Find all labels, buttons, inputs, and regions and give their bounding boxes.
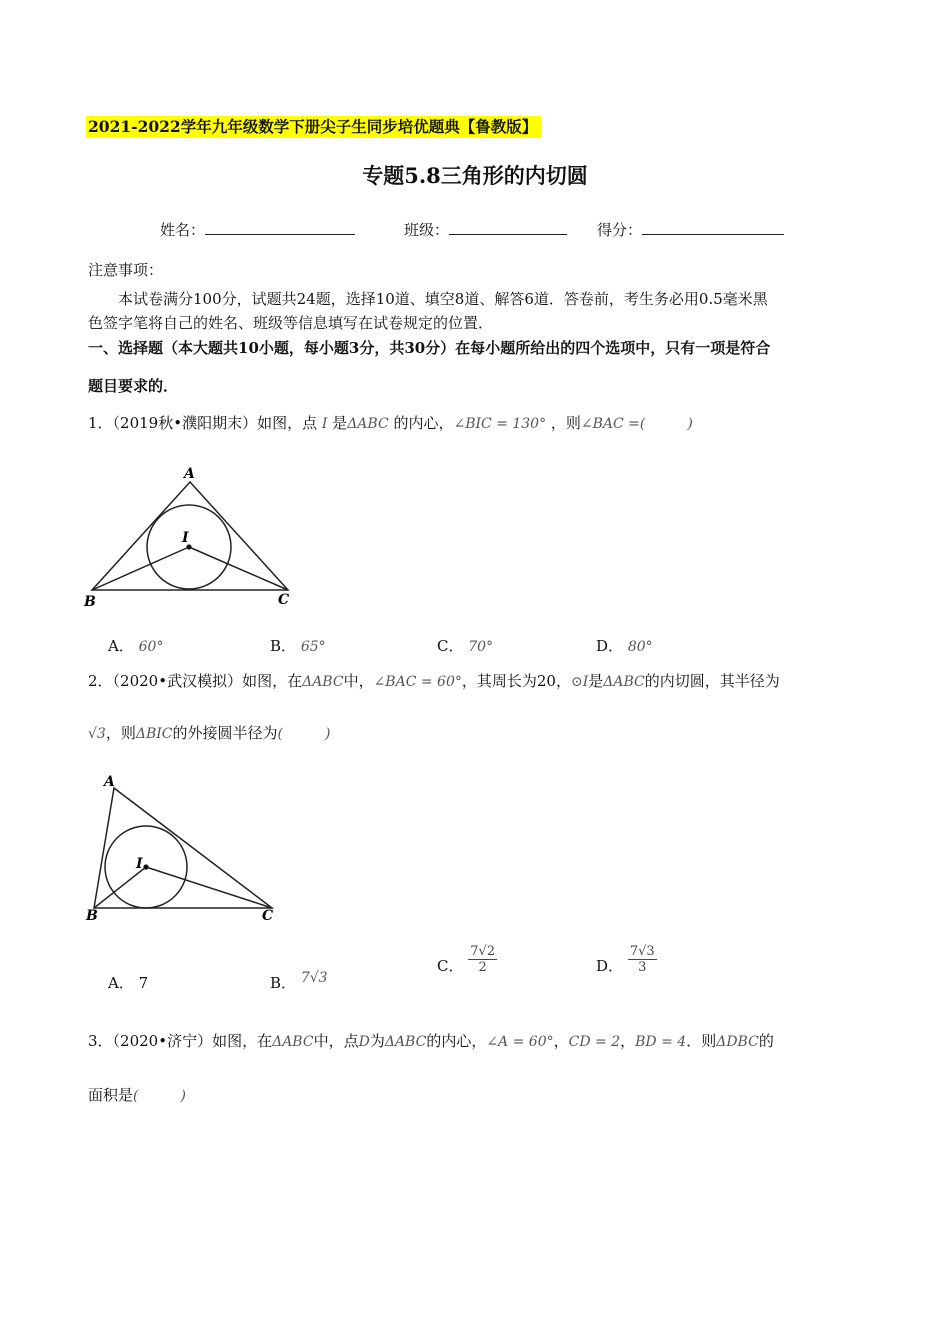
page-title: 专题5.8三角形的内切圆 [362, 163, 588, 188]
label-i: I [182, 530, 189, 546]
option-label: A． [108, 637, 134, 655]
score-blank[interactable] [642, 220, 784, 235]
option-label: B． [270, 974, 297, 992]
math-var: D [358, 1034, 370, 1050]
q1-option-c[interactable] [437, 635, 493, 656]
class-field[interactable] [404, 219, 567, 240]
question-text: ，则 [550, 414, 581, 432]
question-2-figure [80, 768, 290, 928]
option-value: 65° [300, 639, 326, 655]
question-text: （2020•济宁）如图，在 [112, 1032, 273, 1050]
name-label: 姓名： [160, 221, 206, 239]
option-label: C． [437, 637, 464, 655]
notice-heading: 注意事项： [88, 261, 164, 279]
q1-option-b[interactable] [270, 635, 326, 656]
question-number: 2． [88, 672, 113, 690]
question-number: 1． [88, 414, 113, 432]
q1-option-d[interactable] [596, 635, 653, 656]
q2-option-d[interactable] [596, 944, 657, 975]
answer-blank[interactable]: ( ) [133, 1088, 186, 1104]
question-text: 为 [369, 1032, 385, 1050]
option-value: 70° [468, 639, 494, 655]
option-label: D． [596, 957, 624, 975]
math-triangle: ΔBIC [135, 726, 173, 742]
incenter-dot [143, 864, 148, 869]
score-label: 得分： [597, 221, 643, 239]
question-text: 是 [332, 414, 348, 432]
label-b: B [84, 594, 96, 610]
option-value: 60° [138, 639, 164, 655]
section-heading-line-2: 题目要求的． [88, 377, 179, 395]
q1-option-a[interactable] [108, 635, 163, 656]
question-text: 面积是 [88, 1086, 134, 1104]
math-angle: ∠BAC = 60° [373, 674, 462, 690]
answer-blank[interactable]: ( ) [639, 416, 693, 432]
question-text: 中，点 [313, 1032, 359, 1050]
math-angle: ∠A = 60° [486, 1034, 554, 1050]
math-length: CD = 2 [568, 1034, 621, 1050]
question-text: 中， [343, 672, 374, 690]
fraction [468, 944, 497, 975]
class-label: 班级： [404, 221, 450, 239]
segment-ci [189, 547, 288, 590]
question-text: 的外接圆半径为 [172, 724, 278, 742]
fraction-numerator: 7√3 [629, 944, 655, 959]
label-b: B [86, 908, 98, 924]
question-text: 是 [588, 672, 604, 690]
segment-bi [92, 547, 189, 590]
question-number: 3． [88, 1032, 113, 1050]
answer-blank[interactable]: ( ) [277, 726, 331, 742]
math-triangle: ΔABC [603, 674, 645, 690]
label-i: I [136, 856, 143, 872]
math-length: BD = 4 [635, 1034, 687, 1050]
question-3-stem-line-1 [88, 1030, 774, 1051]
question-text: ， [620, 1032, 636, 1050]
question-text: ， [553, 1032, 569, 1050]
question-text: （2020•武汉模拟）如图，在 [112, 672, 303, 690]
option-label: C． [437, 957, 464, 975]
question-text: （2019秋•濮阳期末）如图，点 [112, 414, 318, 432]
q2-option-a[interactable] [108, 972, 148, 993]
option-value: 80° [627, 639, 653, 655]
math-triangle: ΔDBC [716, 1034, 759, 1050]
q2-option-c[interactable] [437, 944, 497, 975]
math-angle: ∠BIC = 130° [453, 416, 547, 432]
notice-line-1: 本试卷满分100分，试题共24题，选择10道、填空8道、解答6道．答卷前，考生务必用0.5毫米黑 [118, 290, 768, 308]
name-blank[interactable] [205, 220, 355, 235]
math-triangle: ΔABC [302, 674, 344, 690]
name-field[interactable] [160, 219, 355, 240]
math-circle: ⊙I [570, 674, 589, 690]
question-text: 的内心， [426, 1032, 487, 1050]
option-value: 7 [138, 974, 149, 992]
math-var: I [321, 416, 328, 432]
label-c: C [278, 592, 290, 608]
question-2-stem-line-2 [88, 722, 330, 743]
question-text: ，则 [105, 724, 136, 742]
math-radius: √3 [88, 726, 106, 742]
section-heading-line-1: 一、选择题（本大题共10小题，每小题3分，共30分）在每小题所给出的四个选项中，只有一项是符合 [88, 339, 771, 357]
question-text: ．则 [686, 1032, 717, 1050]
question-1-figure [80, 462, 300, 612]
math-triangle: ΔABC [384, 1034, 427, 1050]
option-label: D． [596, 637, 624, 655]
fraction-denominator: 3 [638, 960, 647, 975]
question-text: 的 [758, 1032, 774, 1050]
fraction-denominator: 2 [478, 960, 487, 975]
notice-line-2: 色签字笔将自己的姓名、班级等信息填写在试卷规定的位置． [88, 314, 494, 332]
question-text: 的内切圆，其半径为 [644, 672, 780, 690]
label-a: A [184, 466, 195, 482]
segment-ci [146, 867, 272, 908]
question-text: 的内心， [393, 414, 454, 432]
class-blank[interactable] [449, 220, 567, 235]
fraction-numerator: 7√2 [470, 944, 496, 959]
score-field[interactable] [597, 219, 784, 240]
question-text: ，其周长为20， [461, 672, 571, 690]
option-label: B． [270, 637, 297, 655]
question-1-stem [88, 412, 693, 433]
label-a: A [104, 774, 115, 790]
label-c: C [262, 908, 274, 924]
math-triangle: ΔABC [272, 1034, 314, 1050]
question-2-stem-line-1 [88, 670, 780, 691]
math-ask: ∠BAC = [580, 416, 640, 432]
option-label: A． [108, 974, 134, 992]
segment-bi [94, 867, 146, 908]
math-triangle: ΔABC [347, 416, 389, 432]
option-value: 7√3 [300, 970, 328, 986]
triangle-abc [92, 482, 288, 590]
fraction [628, 944, 657, 975]
question-3-stem-line-2 [88, 1084, 186, 1105]
banner-title: 2021-2022学年九年级数学下册尖子生同步培优题典【鲁教版】 [86, 116, 541, 138]
q2-option-b[interactable] [270, 972, 328, 993]
